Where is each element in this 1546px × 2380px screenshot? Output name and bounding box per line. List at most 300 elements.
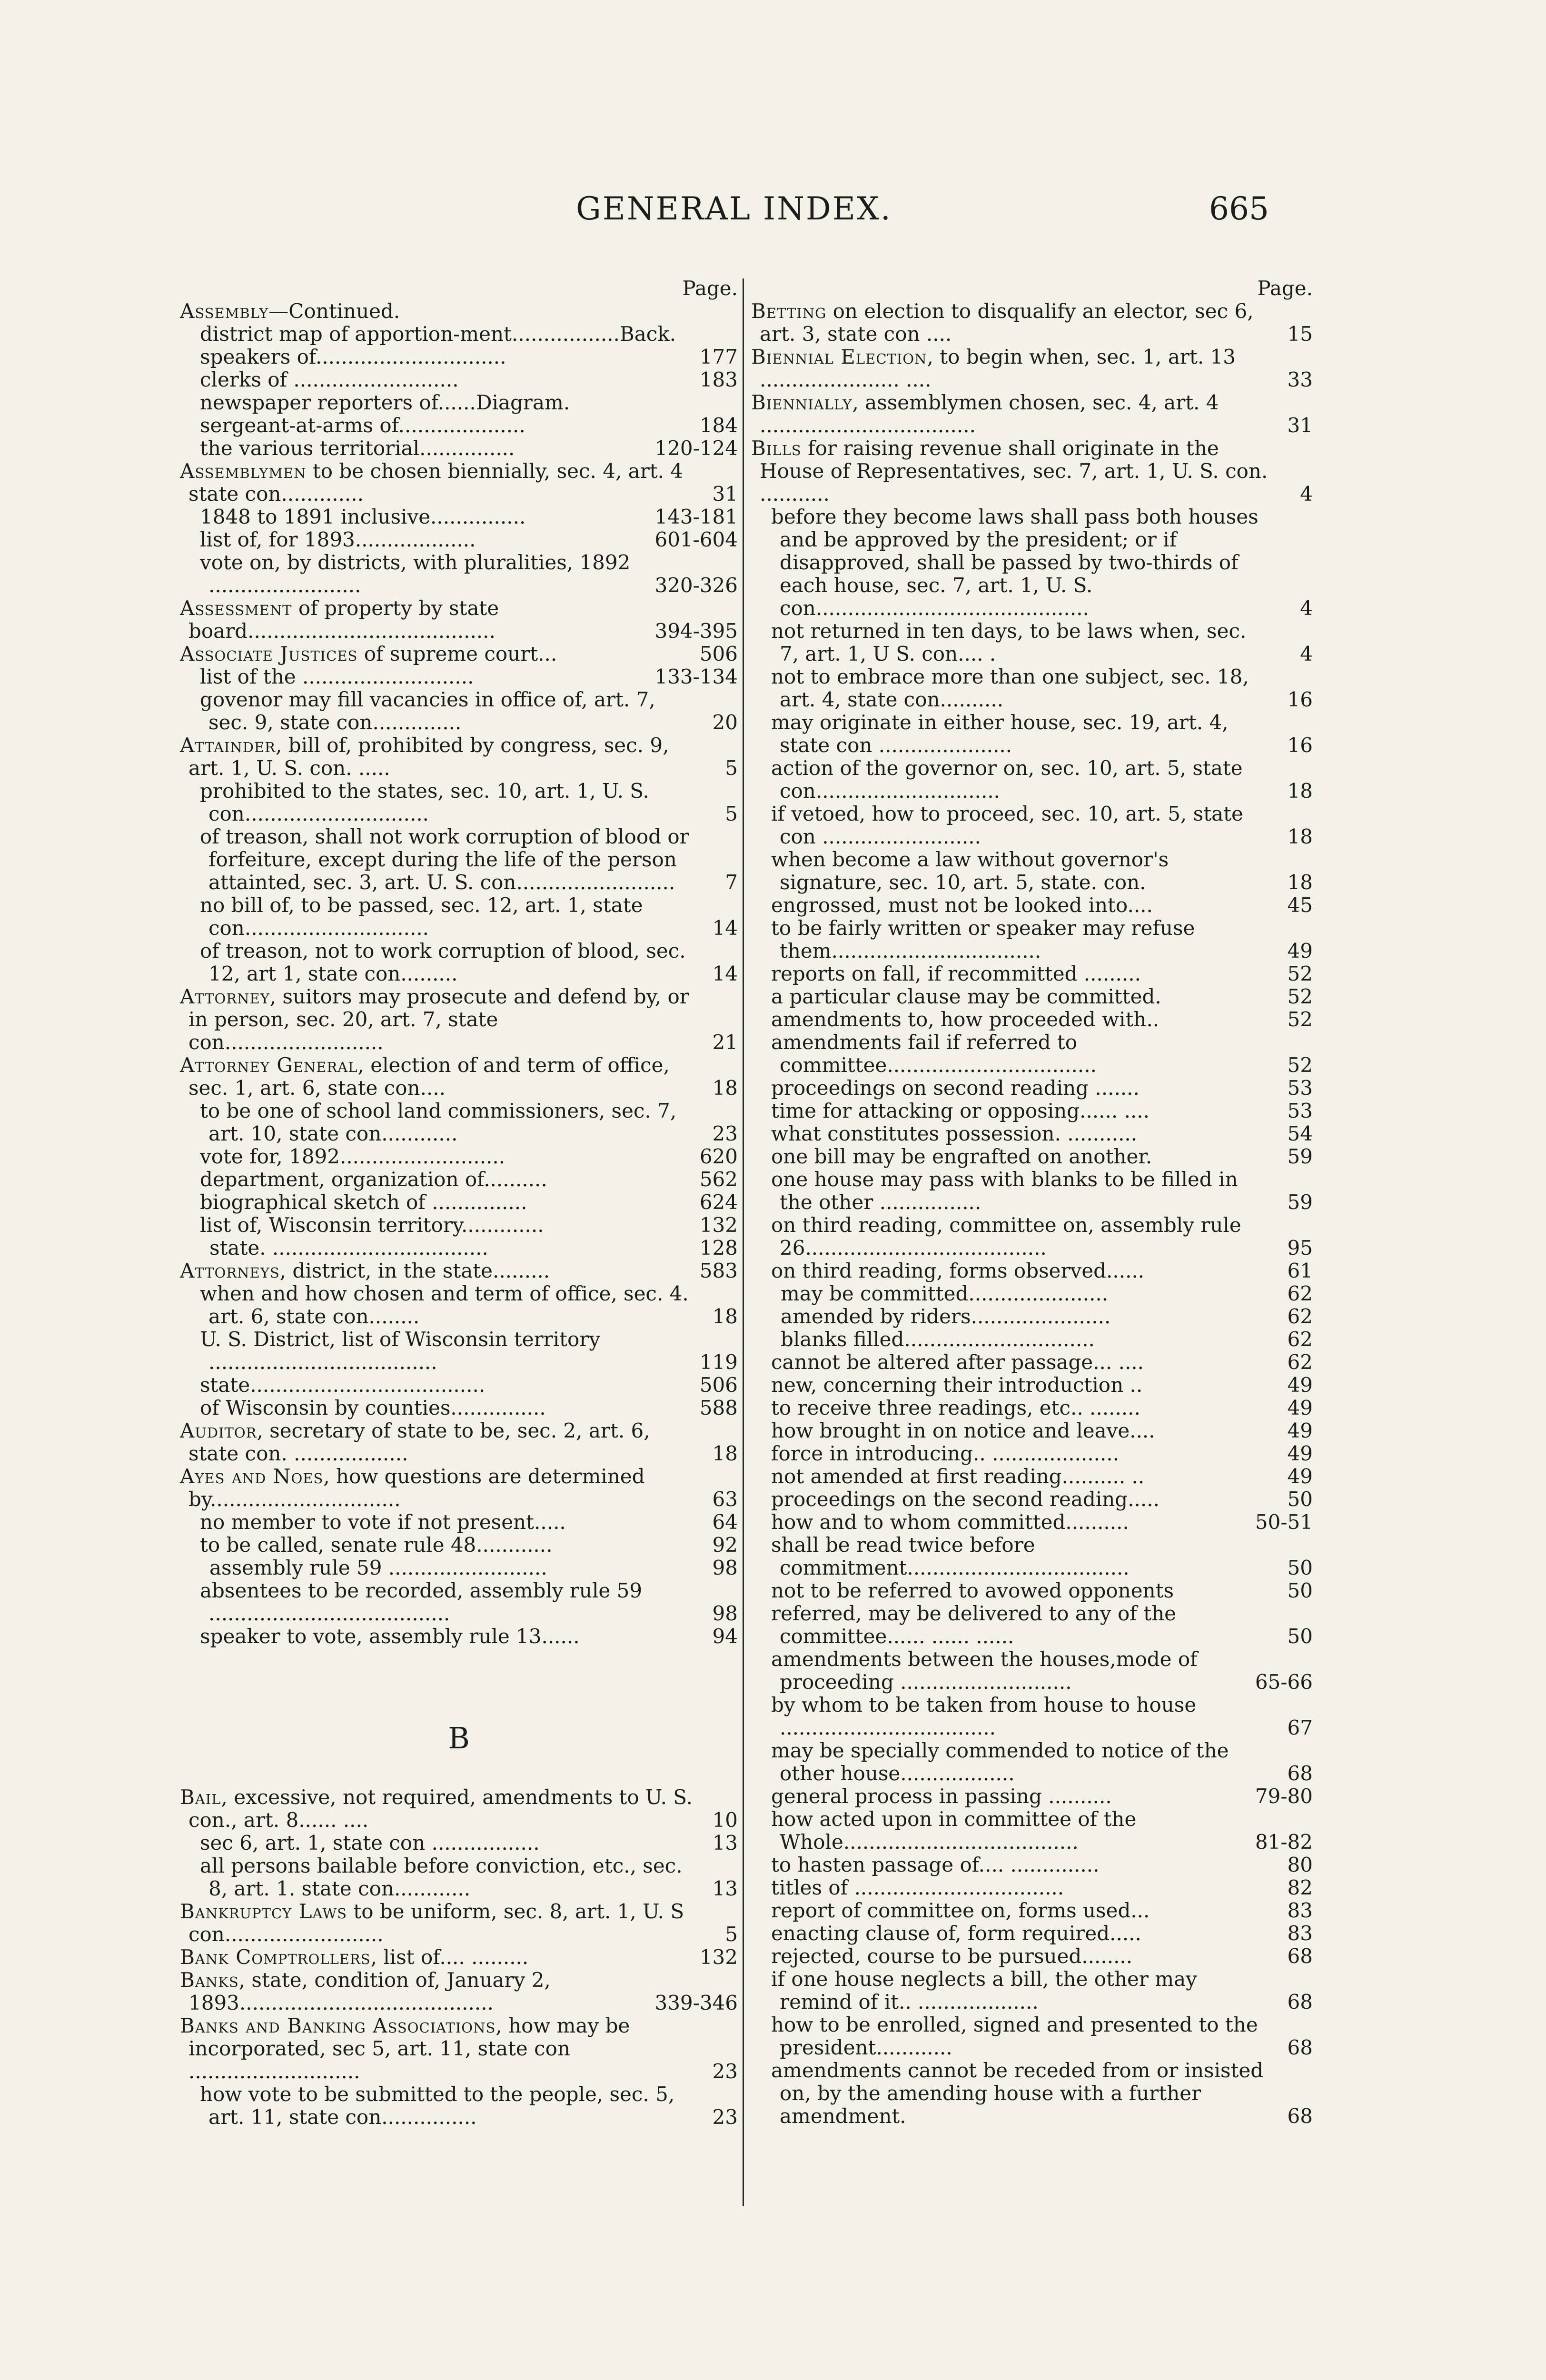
- entry-text: report of committee on, forms used...: [771, 1899, 1150, 1922]
- entry-text: new, concerning their introduction ..: [771, 1373, 1143, 1397]
- entry-text: to be called, senate rule 48............: [200, 1533, 553, 1557]
- entry-page-ref: 120-124: [654, 436, 738, 460]
- index-entry-heading: [180, 1786, 738, 1832]
- entry-page-ref: 23: [712, 1122, 738, 1145]
- entry-head-term: Attorney General: [180, 1053, 358, 1077]
- entry-page-ref: 23: [712, 2105, 738, 2129]
- left-index-column: [180, 277, 738, 2129]
- entry-head-term: Banks: [180, 1968, 239, 1992]
- entry-text: state. ..................................: [209, 1236, 488, 1259]
- entry-text: assembly rule 59 .........................: [209, 1556, 547, 1579]
- index-subentry: [751, 1259, 1313, 1282]
- entry-page-ref: 98: [712, 1556, 738, 1579]
- index-entry-heading: [751, 437, 1313, 506]
- entry-text: for raising revenue shall originate in the House of Representatives, sec. 7, art. 1, U. S. con. ...........: [760, 436, 1268, 506]
- index-subentry: [751, 665, 1313, 711]
- entry-page-ref: 14: [712, 916, 738, 940]
- index-subentry: [751, 848, 1313, 894]
- entry-head-term: Bankruptcy Laws: [180, 1900, 347, 1923]
- entry-page-ref: 18: [1287, 779, 1313, 803]
- entry-page-ref: 132: [699, 1945, 738, 1969]
- entry-page-ref: 18: [712, 1076, 738, 1100]
- entry-page-ref: 4: [1300, 596, 1313, 620]
- entry-text: prohibited to the states, sec. 10, art. 1, U. S. con.............................: [200, 779, 649, 825]
- index-entry-heading: [180, 1259, 738, 1282]
- index-subentry: [180, 894, 738, 940]
- entry-text: , suitors may prosecute and defend by, or in person, sec. 20, art. 7, state con.........................: [188, 985, 689, 1054]
- entry-text: how vote to be submitted to the people, sec. 5, art. 11, state con...............: [200, 2082, 675, 2129]
- index-entry-heading: [180, 1946, 738, 1969]
- entry-text: amendments cannot be receded from or insisted on, by the amending house with a further amendment.: [771, 2059, 1264, 2128]
- entry-head-term: Attainder: [180, 734, 276, 757]
- entry-text: district map of apportion-ment.................Back.: [200, 322, 676, 346]
- entry-text: reports on fall, if recommitted .........: [771, 962, 1141, 985]
- index-subentry: [751, 1031, 1313, 1077]
- entry-page-ref: 177: [699, 345, 738, 368]
- index-subentry: [180, 1168, 738, 1191]
- entry-text: general process in passing ..........: [771, 1785, 1112, 1808]
- index-entry-heading: [180, 1969, 738, 2014]
- entry-text: all persons bailable before conviction, etc., sec. 8, art. 1. state con............: [200, 1854, 683, 1900]
- entry-page-ref: 128: [699, 1236, 738, 1259]
- entry-text: , state, condition of, January 2, 1893........................................: [188, 1968, 551, 2014]
- right-index-column: [751, 277, 1313, 2128]
- index-subentry: [751, 1077, 1313, 1100]
- entry-text: no bill of, to be passed, sec. 12, art. 1, state con.............................: [200, 893, 643, 940]
- entry-page-ref: 5: [725, 802, 738, 825]
- entry-page-ref: 62: [1287, 1328, 1313, 1351]
- entry-head-term: Associate Justices: [180, 642, 358, 665]
- entry-text: how and to whom committed..........: [771, 1510, 1129, 1534]
- entry-head-term: Banks and Banking Associations: [180, 2014, 496, 2037]
- entry-text: cannot be altered after passage... ....: [771, 1350, 1144, 1374]
- page-title: GENERAL INDEX.: [576, 190, 892, 227]
- entry-page-ref: 50: [1287, 1625, 1313, 1648]
- entry-page-ref: 18: [1287, 825, 1313, 848]
- entry-page-ref: 49: [1287, 939, 1313, 962]
- entry-text: vote on, by districts, with pluralities, 1892 ........................: [200, 551, 631, 597]
- entry-page-ref: 16: [1287, 688, 1313, 711]
- index-section-a: [180, 300, 738, 1648]
- index-subentry: [180, 1579, 738, 1625]
- entry-text: biographical sketch of ...............: [200, 1190, 527, 1214]
- index-subentry: [751, 1488, 1313, 1511]
- index-subentry: [751, 1351, 1313, 1374]
- entry-text: clerks of ..........................: [200, 368, 459, 391]
- entry-text: may be specially commended to notice of the other house..................: [771, 1739, 1229, 1785]
- entry-page-ref: 18: [1287, 871, 1313, 894]
- entry-text: not to be referred to avowed opponents: [771, 1579, 1174, 1602]
- index-subentry: [180, 1832, 738, 1854]
- entry-head-term: Biennially: [751, 391, 852, 414]
- entry-text: govenor may fill vacancies in office of, art. 7, sec. 9, state con..............: [200, 688, 655, 734]
- entry-text: time for attacking or opposing...... ....: [771, 1099, 1150, 1122]
- index-subentry: [180, 1237, 738, 1259]
- entry-text: , list of.... .........: [370, 1945, 529, 1969]
- entry-text: blanks filled..............................: [781, 1328, 1095, 1351]
- entry-text: may originate in either house, sec. 19, art. 4, state con .....................: [771, 711, 1229, 757]
- entry-text: rejected, course to be pursued........: [771, 1944, 1133, 1968]
- entry-text: not to embrace more than one subject, sec. 18, art. 4, state con..........: [771, 665, 1249, 711]
- index-entry-heading: [751, 391, 1313, 437]
- index-subentry: [751, 1145, 1313, 1168]
- index-subentry: [751, 506, 1313, 620]
- entry-text: —Continued.: [268, 299, 400, 323]
- index-subentry: [751, 1808, 1313, 1854]
- entry-text: action of the governor on, sec. 10, art. 5, state con.............................: [771, 756, 1243, 803]
- index-subentry: [751, 1168, 1313, 1214]
- entry-head-term: Assemblymen: [180, 459, 307, 483]
- index-subentry: [180, 551, 738, 597]
- entry-text: of treason, not to work corruption of blood, sec. 12, art 1, state con.........: [200, 939, 686, 985]
- entry-text: amended by riders......................: [781, 1305, 1111, 1328]
- entry-text: , to begin when, sec. 1, art. 13 ...................... ....: [760, 345, 1236, 391]
- entry-text: to receive three readings, etc.. ........: [771, 1396, 1140, 1419]
- index-entry-heading: [180, 300, 738, 323]
- entry-page-ref: 184: [699, 414, 738, 437]
- index-section-b: [180, 1786, 738, 2129]
- entry-text: how to be enrolled, signed and presented to the president............: [771, 2013, 1258, 2059]
- index-subentry: [751, 917, 1313, 962]
- entry-page-ref: 183: [699, 368, 738, 391]
- entry-page-ref: 59: [1287, 1145, 1313, 1168]
- entry-text: referred, may be delivered to any of the committee...... ...... ......: [771, 1602, 1176, 1648]
- entry-page-ref: 320-326: [654, 574, 738, 597]
- entry-text: absentees to be recorded, assembly rule 59 ......................................: [200, 1579, 643, 1625]
- page-number: 665: [1209, 190, 1269, 227]
- entry-text: amendments fail if referred to committee.................................: [771, 1031, 1097, 1077]
- entry-page-ref: 133-134: [654, 665, 738, 688]
- entry-page-ref: 83: [1287, 1922, 1313, 1945]
- column-divider: [743, 278, 744, 2206]
- entry-page-ref: 620: [699, 1145, 738, 1168]
- entry-page-ref: 119: [699, 1350, 738, 1374]
- index-subentry: [180, 940, 738, 985]
- entry-page-ref: 624: [699, 1190, 738, 1214]
- index-subentry: [180, 665, 738, 688]
- entry-head-term: Ayes and Noes: [180, 1465, 324, 1488]
- index-subentry: [751, 1282, 1313, 1305]
- entry-page-ref: 49: [1287, 1373, 1313, 1397]
- index-entry-heading: [180, 643, 738, 665]
- entry-page-ref: 68: [1287, 1762, 1313, 1785]
- entry-page-ref: 61: [1287, 1259, 1313, 1282]
- index-subentry: [180, 688, 738, 734]
- index-entry-heading: [180, 2014, 738, 2083]
- entry-page-ref: 64: [712, 1510, 738, 1534]
- index-entry-heading: [180, 460, 738, 506]
- entry-text: list of the ...........................: [200, 665, 474, 688]
- entry-page-ref: 82: [1287, 1876, 1313, 1899]
- entry-text: by whom to be taken from house to house ..................................: [771, 1693, 1197, 1739]
- index-subentry: [180, 414, 738, 437]
- entry-text: to be chosen biennially, sec. 4, art. 4 state con.............: [188, 459, 684, 506]
- entry-page-ref: 53: [1287, 1099, 1313, 1122]
- index-subentry: [180, 1557, 738, 1579]
- index-subentry: [751, 1442, 1313, 1465]
- index-subentry: [180, 2083, 738, 2129]
- entry-text: speaker to vote, assembly rule 13......: [200, 1625, 580, 1648]
- entry-text: to be uniform, sec. 8, art. 1, U. S con.........................: [188, 1900, 684, 1946]
- index-subentry: [180, 780, 738, 825]
- index-subentry: [751, 1876, 1313, 1899]
- index-subentry: [751, 1397, 1313, 1419]
- entry-text: , assemblymen chosen, sec. 4, art. 4 ..................................: [760, 391, 1219, 437]
- index-entry-heading: [180, 1465, 738, 1511]
- index-subentry: [180, 528, 738, 551]
- index-entry-heading: [180, 985, 738, 1054]
- entry-page-ref: 52: [1287, 1008, 1313, 1031]
- entry-page-ref: 94: [712, 1625, 738, 1648]
- entry-head-term: Betting: [751, 299, 827, 323]
- entry-text: newspaper reporters of......Diagram.: [200, 391, 570, 414]
- entry-head-term: Auditor: [180, 1419, 257, 1442]
- entry-page-ref: 601-604: [654, 528, 738, 551]
- entry-page-ref: 21: [712, 1031, 738, 1054]
- entry-page-ref: 52: [1287, 962, 1313, 985]
- entry-text: titles of .................................: [771, 1876, 1064, 1899]
- entry-text: not returned in ten days, to be laws when, sec. 7, art. 1, U S. con.... .: [771, 619, 1247, 665]
- entry-text: when become a law without governor's signature, sec. 10, art. 5, state. con.: [771, 848, 1169, 894]
- entry-page-ref: 68: [1287, 1944, 1313, 1968]
- entry-page-ref: 65-66: [1255, 1670, 1313, 1694]
- index-subentry: [751, 803, 1313, 848]
- entry-text: of property by state board.......................................: [188, 596, 499, 643]
- entry-text: to hasten passage of.... ..............: [771, 1853, 1100, 1876]
- entry-head-term: Biennial Election: [751, 345, 927, 368]
- index-subentry: [751, 1328, 1313, 1351]
- index-subentry: [751, 1579, 1313, 1602]
- entry-page-ref: 7: [725, 871, 738, 894]
- entry-page-ref: 52: [1287, 985, 1313, 1008]
- entry-text: , secretary of state to be, sec. 2, art. 6, state con. ..................: [188, 1419, 650, 1465]
- entry-text: when and how chosen and term of office, sec. 4. art. 6, state con........: [200, 1282, 689, 1328]
- page-column-label: Page.: [1257, 277, 1313, 300]
- entry-text: sergeant-at-arms of....................: [200, 414, 525, 437]
- entry-page-ref: 13: [712, 1831, 738, 1854]
- index-entry-heading: [180, 1900, 738, 1946]
- page-header: [0, 190, 1546, 228]
- index-subentry: [751, 1534, 1313, 1579]
- entry-text: may be committed......................: [781, 1282, 1109, 1305]
- entry-page-ref: 23: [712, 2060, 738, 2083]
- entry-page-ref: 62: [1287, 1282, 1313, 1305]
- entry-text: sec 6, art. 1, state con .................: [200, 1831, 540, 1854]
- index-subentry: [751, 985, 1313, 1008]
- index-subentry: [751, 757, 1313, 803]
- entry-text: engrossed, must not be looked into....: [771, 893, 1153, 917]
- index-subentry: [751, 1374, 1313, 1397]
- index-subentry: [751, 711, 1313, 757]
- entry-text: list of, for 1893...................: [200, 528, 476, 551]
- entry-text: to be fairly written or speaker may refuse them.................................: [771, 916, 1195, 962]
- entry-page-ref: 583: [699, 1259, 738, 1282]
- index-subentry: [751, 1854, 1313, 1876]
- entry-page-ref: 339-346: [654, 1991, 738, 2014]
- entry-page-ref: 20: [712, 711, 738, 734]
- entry-page-ref: 50: [1287, 1579, 1313, 1602]
- entry-page-ref: 50-51: [1255, 1510, 1313, 1534]
- entry-page-ref: 132: [699, 1213, 738, 1237]
- entry-text: list of, Wisconsin territory.............: [200, 1213, 544, 1237]
- entry-text: amendments to, how proceeded with..: [771, 1008, 1160, 1031]
- entry-page-ref: 49: [1287, 1419, 1313, 1442]
- index-subentry: [751, 1122, 1313, 1145]
- entry-page-ref: 54: [1287, 1122, 1313, 1145]
- entry-page-ref: 68: [1287, 2036, 1313, 2059]
- entry-page-ref: 67: [1287, 1716, 1313, 1739]
- entry-page-ref: 68: [1287, 2104, 1313, 2128]
- index-subentry: [751, 1968, 1313, 2013]
- entry-text: what constitutes possession. ...........: [771, 1122, 1138, 1145]
- entry-page-ref: 15: [1287, 322, 1313, 346]
- index-subentry: [180, 346, 738, 368]
- entry-page-ref: 31: [1287, 414, 1313, 437]
- index-entry-heading: [180, 597, 738, 643]
- index-subentry: [180, 1397, 738, 1419]
- entry-text: shall be read twice before commitment...................................: [771, 1533, 1130, 1579]
- index-subentry: [751, 1694, 1313, 1739]
- index-subentry: [751, 1008, 1313, 1031]
- index-subentry: [180, 1145, 738, 1168]
- entry-page-ref: 52: [1287, 1053, 1313, 1077]
- index-subentry: [751, 894, 1313, 917]
- entry-page-ref: 62: [1287, 1350, 1313, 1374]
- entry-page-ref: 31: [712, 482, 738, 506]
- entry-head-term: Bail: [180, 1785, 221, 1809]
- entry-text: , how may be incorporated, sec 5, art. 11, state con ...........................: [188, 2014, 630, 2083]
- index-entry-heading: [751, 300, 1313, 346]
- entry-text: proceedings on the second reading.....: [771, 1488, 1160, 1511]
- entry-page-ref: 13: [712, 1877, 738, 1900]
- index-subentry: [180, 323, 738, 346]
- entry-page-ref: 50: [1287, 1556, 1313, 1579]
- index-subentry: [751, 1602, 1313, 1648]
- index-subentry: [751, 1419, 1313, 1442]
- entry-text: force in introducing.. ....................: [771, 1442, 1120, 1465]
- entry-text: on third reading, forms observed......: [771, 1259, 1145, 1282]
- entry-page-ref: 79-80: [1255, 1785, 1313, 1808]
- index-subentry: [751, 1214, 1313, 1259]
- entry-text: vote for, 1892..........................: [200, 1145, 505, 1168]
- index-subentry: [751, 1945, 1313, 1968]
- entry-text: if one house neglects a bill, the other may remind of it.. ...................: [771, 1967, 1197, 2013]
- entry-head-term: Attorneys: [180, 1259, 280, 1282]
- index-subentry: [180, 1511, 738, 1534]
- entry-page-ref: 80: [1287, 1853, 1313, 1876]
- entry-page-ref: 10: [712, 1808, 738, 1832]
- index-subentry: [751, 1899, 1313, 1922]
- entry-text: before they become laws shall pass both houses and be approved by the president; or if disapproved, shall be passed by two-thirds of each house, sec. 7, art. 1, U. S. con...........................................: [771, 505, 1259, 620]
- index-entry-heading: [180, 734, 738, 780]
- entry-head-term: Attorney: [180, 985, 270, 1008]
- index-subentry: [751, 1648, 1313, 1694]
- entry-page-ref: 5: [725, 756, 738, 780]
- entry-text: U. S. District, list of Wisconsin territory ....................................: [200, 1328, 601, 1374]
- entry-head-term: Assembly: [180, 299, 269, 323]
- index-subentry: [751, 1100, 1313, 1122]
- entry-text: no member to vote if not present.....: [200, 1510, 566, 1534]
- entry-page-ref: 18: [712, 1442, 738, 1465]
- index-subentry: [751, 1465, 1313, 1488]
- entry-page-ref: 394-395: [654, 619, 738, 643]
- entry-page-ref: 50: [1287, 1488, 1313, 1511]
- entry-text: , district, in the state.........: [279, 1259, 550, 1282]
- entry-page-ref: 59: [1287, 1190, 1313, 1214]
- entry-page-ref: 5: [725, 1923, 738, 1946]
- index-subentry: [751, 1785, 1313, 1808]
- entry-page-ref: 18: [712, 1305, 738, 1328]
- entry-page-ref: 49: [1287, 1465, 1313, 1488]
- index-entry-heading: [180, 1054, 738, 1100]
- entry-text: one house may pass with blanks to be filled in the other ................: [771, 1168, 1238, 1214]
- index-subentry: [751, 1922, 1313, 1945]
- entry-page-ref: 4: [1300, 482, 1313, 506]
- entry-page-ref: 63: [712, 1488, 738, 1511]
- index-subentry: [180, 1374, 738, 1397]
- entry-page-ref: 62: [1287, 1305, 1313, 1328]
- entry-text: the various territorial...............: [200, 436, 515, 460]
- section-letter: B: [448, 1721, 470, 1755]
- entry-page-ref: 16: [1287, 734, 1313, 757]
- entry-text: how brought in on notice and leave....: [771, 1419, 1155, 1442]
- entry-text: enacting clause of, form required.....: [771, 1922, 1141, 1945]
- index-subentry: [751, 1739, 1313, 1785]
- entry-page-ref: 562: [699, 1168, 738, 1191]
- entry-page-ref: 14: [712, 962, 738, 985]
- entry-page-ref: 92: [712, 1533, 738, 1557]
- entry-text: , election of and term of office, sec. 1, art. 6, state con....: [188, 1053, 670, 1100]
- index-subentry: [180, 1328, 738, 1374]
- entry-page-ref: 68: [1287, 1990, 1313, 2013]
- entry-text: not amended at first reading.......... ..: [771, 1465, 1145, 1488]
- entry-text: of supreme court...: [357, 642, 557, 665]
- entry-head-term: Assessment: [180, 596, 292, 620]
- entry-text: to be one of school land commissioners, sec. 7, art. 10, state con............: [200, 1099, 677, 1145]
- index-subentry: [751, 2013, 1313, 2059]
- entry-page-ref: 506: [699, 1373, 738, 1397]
- entry-text: of treason, shall not work corruption of blood or forfeiture, except during the life of the person attainted, sec. 3, art. U. S. con.........................: [200, 825, 689, 894]
- entry-page-ref: 49: [1287, 1396, 1313, 1419]
- entry-text: , excessive, not required, amendments to U. S. con., art. 8...... ....: [188, 1785, 693, 1832]
- index-subentry: [751, 1511, 1313, 1534]
- index-subentry: [180, 1625, 738, 1648]
- entry-page-ref: 33: [1287, 368, 1313, 391]
- entry-page-ref: 45: [1287, 893, 1313, 917]
- index-subentry: [180, 437, 738, 460]
- index-subentry: [751, 620, 1313, 665]
- entry-text: on third reading, committee on, assembly rule 26......................................: [771, 1213, 1241, 1259]
- page-column-label: Page.: [682, 277, 738, 300]
- entry-page-ref: 95: [1287, 1236, 1313, 1259]
- entry-page-ref: 98: [712, 1602, 738, 1625]
- entry-page-ref: 506: [699, 642, 738, 665]
- entry-text: , how questions are determined by..............................: [188, 1465, 645, 1511]
- entry-page-ref: 4: [1300, 642, 1313, 665]
- index-subentry: [180, 1100, 738, 1145]
- entry-text: , bill of, prohibited by congress, sec. 9, art. 1, U. S. con. .....: [188, 734, 669, 780]
- index-subentry: [751, 1305, 1313, 1328]
- entry-page-ref: 143-181: [654, 505, 738, 528]
- index-subentry: [180, 506, 738, 528]
- entry-text: proceedings on second reading .......: [771, 1076, 1140, 1100]
- index-subentry: [180, 1282, 738, 1328]
- entry-text: on election to disqualify an elector, sec 6, art. 3, state con ....: [760, 299, 1254, 346]
- entry-head-term: Bank Comptrollers: [180, 1945, 371, 1969]
- index-section-b-continued: [751, 300, 1313, 2128]
- entry-text: amendments between the houses,mode of proceeding ...........................: [771, 1647, 1198, 1694]
- index-subentry: [180, 1534, 738, 1557]
